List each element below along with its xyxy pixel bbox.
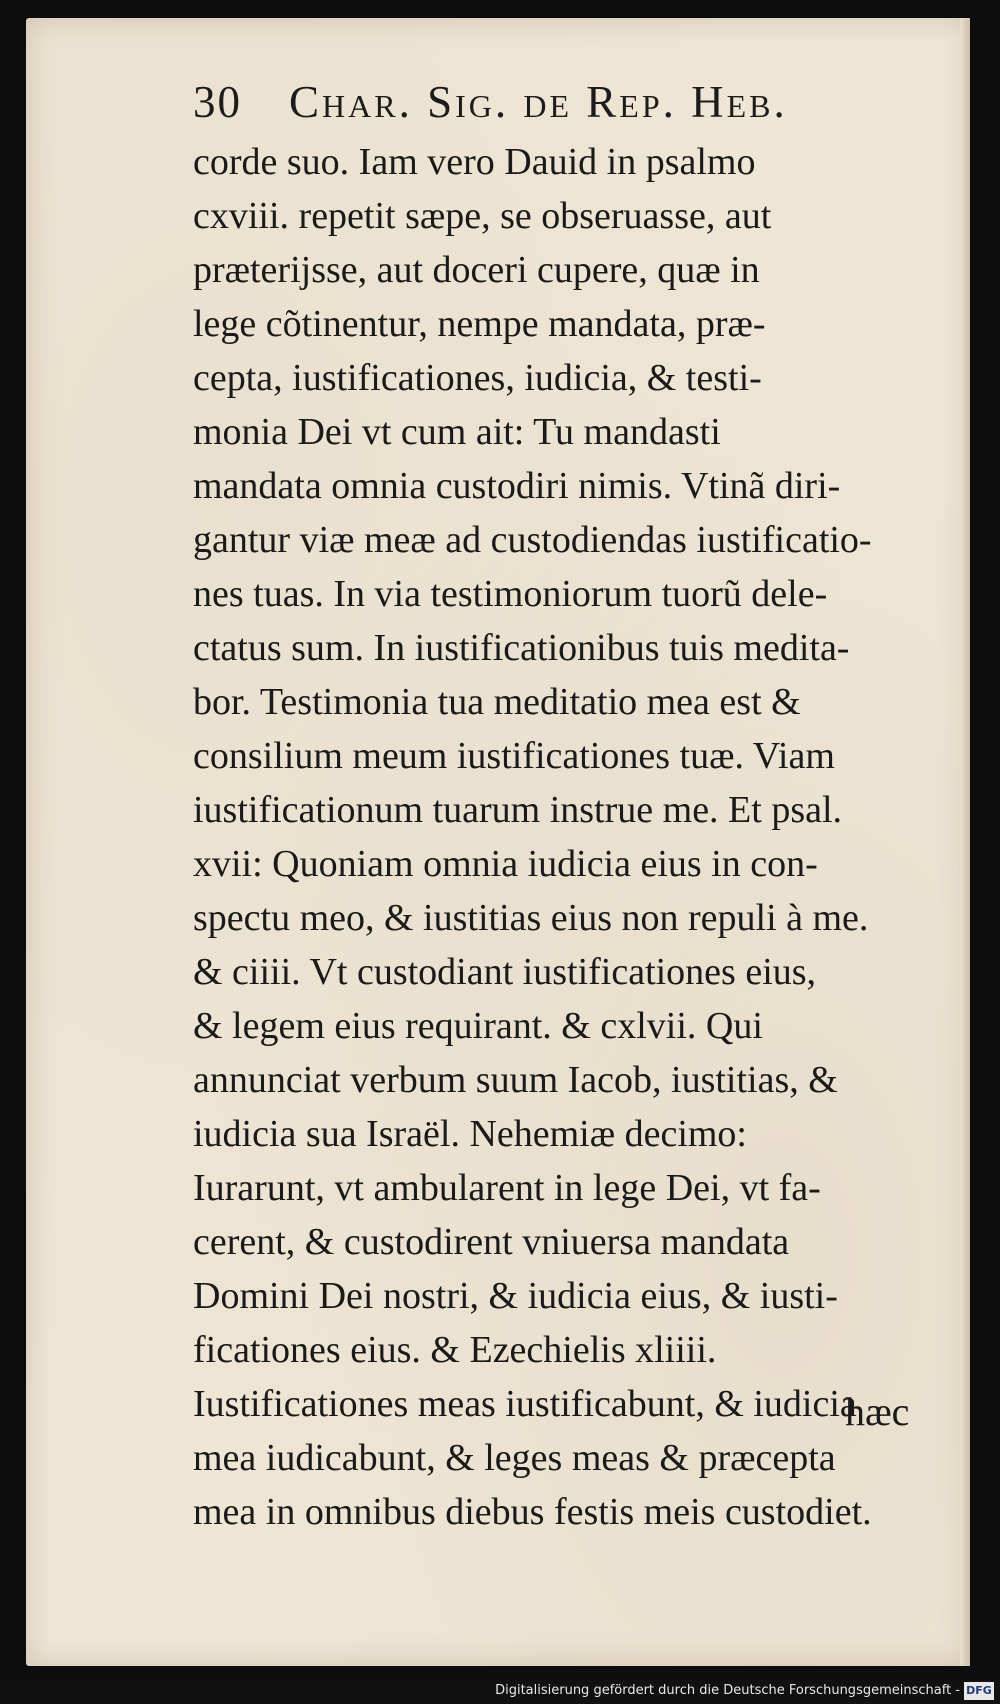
text-line: iudicia sua Israël. Nehemiæ decimo: (193, 1113, 747, 1155)
text-line: ctatus sum. In iustificationibus tuis medita- (193, 627, 850, 669)
text-line: Iurarunt, vt ambularent in lege Dei, vt fa- (193, 1167, 821, 1209)
text-line: monia Dei vt cum ait: Tu mandasti (193, 411, 721, 453)
text-line: cepta, iustificationes, iudicia, & testi- (193, 357, 762, 399)
page-header (193, 76, 893, 138)
text-line: & ciiii. Vt custodiant iustificationes eius, (193, 951, 817, 993)
text-line: Domini Dei nostri, & iudicia eius, & iusti- (193, 1275, 838, 1317)
text-line: annunciat verbum suum Iacob, iustitias, & (193, 1059, 838, 1101)
text-line: gantur viæ meæ ad custodiendas iustificatio- (193, 519, 872, 561)
footer-credit: Digitalisierung gefördert durch die Deutsche Forschungsgemeinschaft - (495, 1683, 960, 1698)
text-line: cerent, & custodirent vniuersa mandata (193, 1221, 790, 1263)
running-title: Char. Sig. de Rep. Heb. (289, 77, 788, 127)
text-line: spectu meo, & iustitias eius non repuli à me. (193, 897, 869, 939)
text-line: xvii: Quoniam omnia iudicia eius in con- (193, 843, 818, 885)
text-line: mea iudicabunt, & leges meas & præcepta (193, 1437, 836, 1479)
catchword: hæc (845, 1389, 910, 1434)
text-line: mandata omnia custodiri nimis. Vtinã diri- (193, 465, 841, 507)
body-text (193, 135, 913, 1539)
text-line: Iustificationes meas iustificabunt, & iudicia (193, 1383, 857, 1425)
text-line: iustificationum tuarum instrue me. Et psal. (193, 789, 843, 831)
text-line: & legem eius requirant. & cxlvii. Qui (193, 1005, 763, 1047)
folio-number: 30 (193, 77, 242, 127)
text-line: ficationes eius. & Ezechielis xliiii. (193, 1329, 717, 1371)
text-line: nes tuas. In via testimoniorum tuorũ dele- (193, 573, 828, 615)
text-line: mea in omnibus diebus festis meis custodiet. (193, 1491, 872, 1533)
text-line: præterijsse, aut doceri cupere, quæ in (193, 249, 760, 291)
text-line: consilium meum iustificationes tuæ. Viam (193, 735, 835, 777)
text-line: corde suo. Iam vero Dauid in psalmo (193, 141, 756, 183)
text-line: lege cõtinentur, nempe mandata, præ- (193, 303, 766, 345)
text-line: cxviii. repetit sæpe, se obseruasse, aut (193, 195, 772, 237)
text-line: bor. Testimonia tua meditatio mea est & (193, 681, 801, 723)
page-edge (960, 18, 970, 1666)
dfg-logo-icon: DFG (964, 1682, 994, 1700)
